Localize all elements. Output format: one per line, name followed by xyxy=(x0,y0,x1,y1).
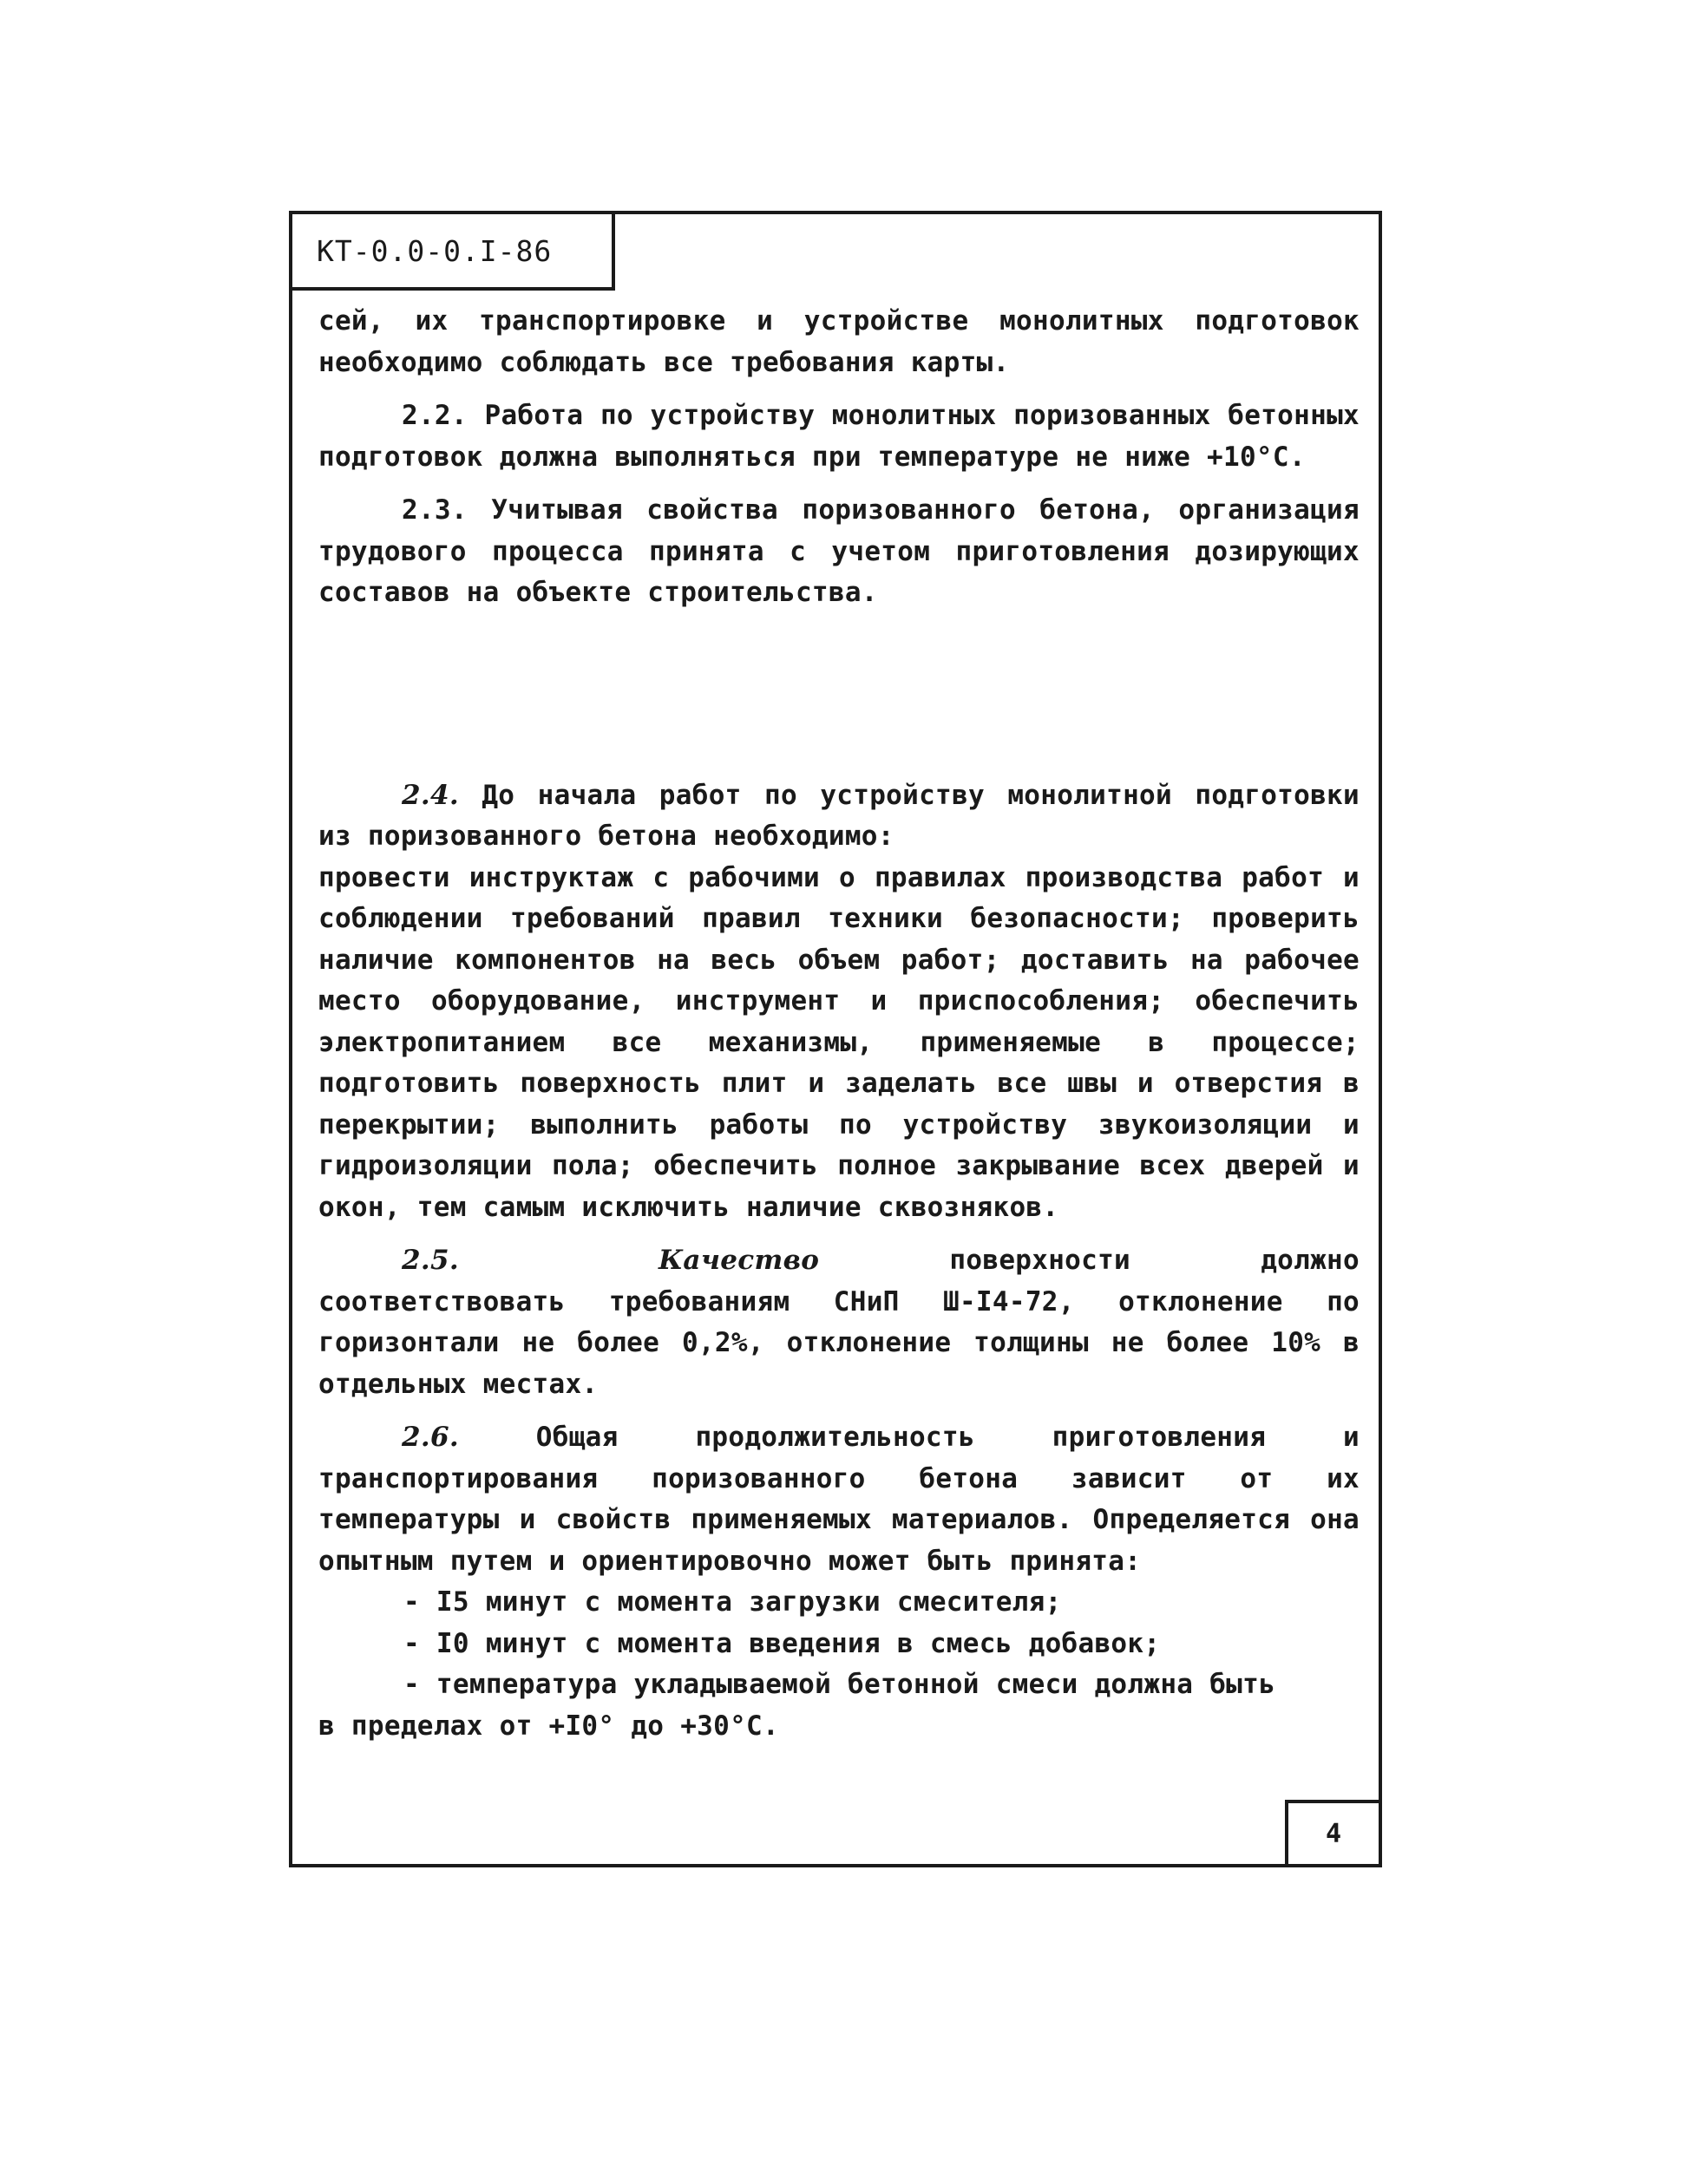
paragraph-2-5-number: 2.5. xyxy=(402,1245,459,1276)
paragraph-2-6 xyxy=(318,1417,1360,1582)
document-code: КТ-0.0-0.I-86 xyxy=(317,233,553,268)
paragraph-2-4-body-text: провести инструктаж с рабочими о правилах производства работ и соблюдении требований правил техники безопасности; проверить наличие компонентов на весь объем работ; доставить на рабочее место оборудование, инструмент и приспособления; обеспечить электропитанием все механизмы, применяемые в процессе; подготовить поверхность плит и заделать все швы и отверстия в перекрытии; выполнить работы по устройству звукоизоляции и гидроизоляции пола; обеспечить полное закрывание всех дверей и окон, тем самым исключить наличие сквозняков. xyxy=(318,861,1360,1223)
list-item: - I0 минут с момента введения в смесь добавок; xyxy=(403,1627,1161,1659)
paragraph-2-2-number: 2.2. xyxy=(402,400,468,431)
document-body xyxy=(318,301,1360,1747)
paragraph-2-3-number: 2.3. xyxy=(402,494,468,526)
paragraph-2-2 xyxy=(318,396,1360,478)
list-item: - I5 минут с момента загрузки смесителя; xyxy=(403,1586,1062,1618)
paragraph-2-4-number: 2.4. xyxy=(402,779,459,811)
list-item-last-lead: - температура укладываемой бетонной смеси должна быть xyxy=(403,1669,1276,1700)
paragraph-2-5-lead-word: Качество xyxy=(658,1245,820,1276)
paragraph-2-4-text: До начала работ по устройству монолитной подготовки из поризованного бетона необходимо: xyxy=(318,779,1360,852)
paragraph-2-3-text: Учитывая свойства поризованного бетона, организация трудового процесса принята с учетом приготовления дозирующих составов на объекте строительства. xyxy=(318,494,1360,608)
paragraph-2-3 xyxy=(318,490,1360,614)
paragraph-2-4-body xyxy=(318,858,1360,1229)
paragraph-2-6-text: Общая продолжительность приготовления и транспортирования поризованного бетона зависит от их температуры и свойств применяемых материалов. Определяется она опытным путем и ориентировочно может быть принята: xyxy=(318,1422,1360,1577)
document-code-box xyxy=(289,211,615,291)
page-number: 4 xyxy=(1325,1818,1342,1849)
paragraph-2-2-text: Работа по устройству монолитных поризованных бетонных подготовок должна выполняться при температуре не ниже +10°С. xyxy=(318,400,1360,473)
paragraph-2-6-number: 2.6. xyxy=(402,1422,459,1453)
document-frame xyxy=(289,211,1382,1867)
paragraph-2-4 xyxy=(318,775,1360,858)
paragraph-intro xyxy=(318,301,1360,383)
paragraph-2-5 xyxy=(318,1240,1360,1405)
page-number-box xyxy=(1285,1800,1382,1867)
list-item-last-rest: в пределах от +I0° до +30°С. xyxy=(318,1710,779,1742)
paragraph-2-5-text: поверхности должно соответствовать требованиям СНиП Ш-I4-72, отклонение по горизонтали не более 0,2%, отклонение толщины не более 10% в отдельных местах. xyxy=(318,1245,1360,1400)
paragraph-intro-text: сей, их транспортировке и устройстве монолитных подготовок необходимо соблюдать все требования карты. xyxy=(318,305,1360,378)
